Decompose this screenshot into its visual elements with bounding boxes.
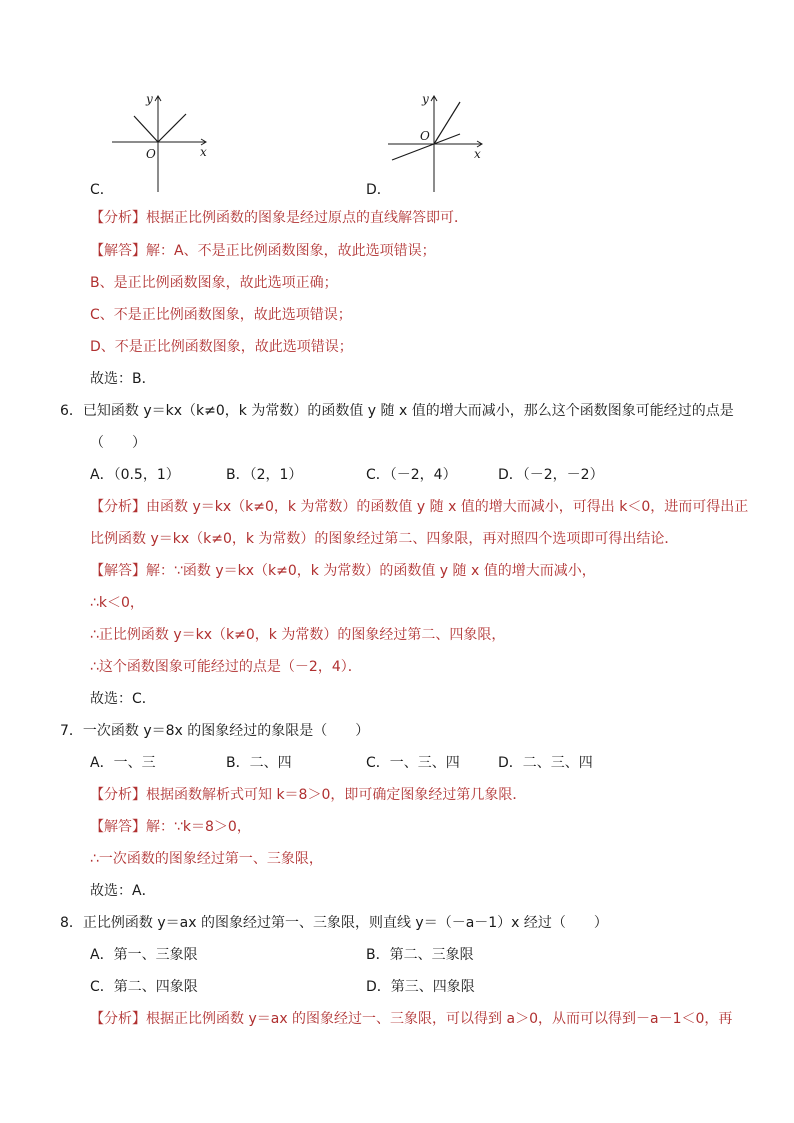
q6-choose: 故选：C． (90, 691, 156, 707)
answer-tag: 【解答】 (90, 243, 146, 259)
analysis-tag: 【分析】 (90, 210, 146, 226)
answer-line: C、不是正比例函数图象，故此选项错误； (90, 307, 352, 323)
analysis-tag: 【分析】 (90, 499, 146, 515)
q5-answer (90, 241, 436, 261)
q7-option-b: B．二、四 (226, 755, 292, 771)
answer-tag: 【解答】 (90, 819, 146, 835)
q6-option-c: C．（－2，4） (366, 467, 457, 483)
graph-c-option-label: C． (90, 182, 114, 198)
analysis-tag: 【分析】 (90, 787, 146, 803)
q7-analysis (90, 785, 526, 805)
answer-line: D、不是正比例函数图象，故此选项错误； (90, 339, 353, 355)
q6-answer (90, 561, 596, 581)
analysis-tag: 【分析】 (90, 1011, 146, 1027)
q5-choose: 故选：B． (90, 371, 156, 387)
answer-tag: 【解答】 (90, 563, 146, 579)
analysis-text: 根据函数解析式可知 k＝8＞0，即可确定图象经过第几象限． (146, 787, 527, 803)
q6-analysis (90, 497, 748, 517)
q8-analysis (90, 1009, 732, 1029)
answer-line: 解：∵函数 y＝kx（k≠0，k 为常数）的函数值 y 随 x 值的增大而减小， (146, 563, 596, 579)
q8-stem: 8．正比例函数 y＝ax 的图象经过第一、三象限，则直线 y＝（－a－1）x 经过（ ） (60, 915, 608, 931)
q6-option-d: D．（－2，－2） (498, 467, 604, 483)
q8-option-b: B．第二、三象限 (366, 947, 474, 963)
q6-option-b: B．（2，1） (226, 467, 303, 483)
graph-d-x-label: x (474, 147, 481, 161)
answer-lead: 解： (146, 243, 174, 259)
q8-option-a: A．第一、三象限 (90, 947, 198, 963)
graph-d (388, 92, 488, 194)
graph-c-origin-label: O (146, 147, 156, 161)
q7-option-a: A．一、三 (90, 755, 156, 771)
q6-option-a: A．（0.5，1） (90, 467, 180, 483)
q8-option-c: C．第二、四象限 (90, 979, 198, 995)
analysis-text: 根据正比例函数的图象是经过原点的直线解答即可． (146, 210, 468, 226)
q7-option-d: D．二、三、四 (498, 755, 593, 771)
answer-line: 解：∵k＝8＞0， (146, 819, 251, 835)
graph-d-origin-label: O (420, 129, 430, 143)
graph-c-y-label: y (146, 92, 153, 106)
answer-line: A、不是正比例函数图象，故此选项错误； (174, 243, 436, 259)
answer-line: ∴一次函数的图象经过第一、三象限， (90, 851, 323, 867)
q7-option-c: C．一、三、四 (366, 755, 460, 771)
q8-option-d: D．第三、四象限 (366, 979, 475, 995)
answer-line: ∴k＜0， (90, 595, 144, 611)
q6-blank: （ ） (90, 435, 146, 451)
q6-stem: 6．已知函数 y＝kx（k≠0，k 为常数）的函数值 y 随 x 值的增大而减小，那么这个函数图象可能经过的点是 (60, 403, 734, 419)
answer-line: ∴这个函数图象可能经过的点是（－2，4）． (90, 659, 362, 675)
analysis-text: 由函数 y＝kx（k≠0，k 为常数）的函数值 y 随 x 值的增大而减小，可得出 k＜0，进而可得出正 (146, 499, 749, 515)
q6-analysis-cont: 比例函数 y＝kx（k≠0，k 为常数）的图象经过第二、四象限，再对照四个选项即可得出结论． (90, 531, 679, 547)
answer-line: ∴正比例函数 y＝kx（k≠0，k 为常数）的图象经过第二、四象限， (90, 627, 506, 643)
q7-choose: 故选：A． (90, 883, 156, 899)
graph-d-option-label: D． (366, 182, 391, 198)
analysis-text: 根据正比例函数 y＝ax 的图象经过一、三象限，可以得到 a＞0，从而可以得到－a－1＜0，再 (146, 1011, 733, 1027)
graph-c (112, 92, 212, 194)
q7-answer (90, 817, 251, 837)
graph-c-x-label: x (200, 145, 207, 159)
q7-stem: 7．一次函数 y＝8x 的图象经过的象限是（ ） (60, 723, 370, 739)
answer-line: B、是正比例函数图象，故此选项正确； (90, 275, 338, 291)
q5-analysis (90, 208, 468, 228)
graph-d-y-label: y (422, 92, 429, 106)
